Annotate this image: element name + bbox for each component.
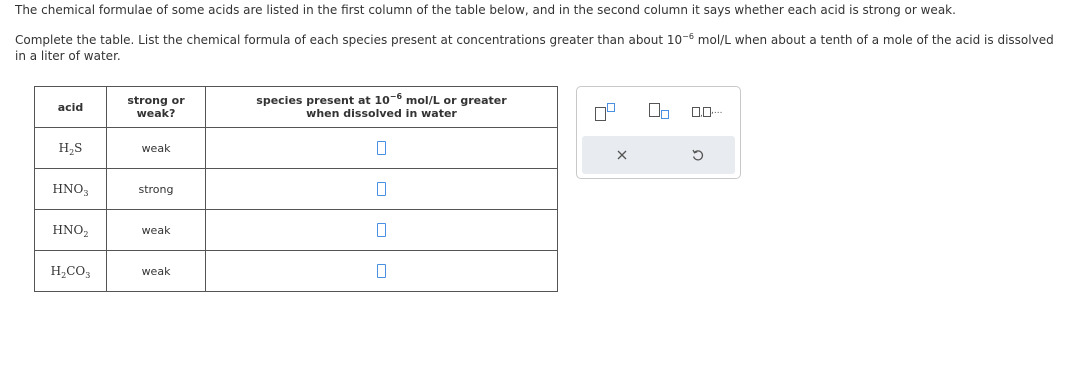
formula-subscript: 2: [69, 148, 75, 157]
strength-cell: weak: [107, 128, 206, 169]
strength-cell: weak: [107, 210, 206, 251]
formula-part: S: [74, 141, 83, 155]
species-answer-cell[interactable]: [206, 128, 558, 169]
subscript-icon[interactable]: [649, 101, 673, 121]
table-header-row: [35, 87, 558, 128]
task-exponent: −6: [682, 32, 694, 41]
list-ellipsis: ,...: [711, 106, 723, 116]
palette-action-bar: [582, 136, 735, 174]
species-answer-input[interactable]: [377, 141, 386, 155]
header-species-post: mol/L or greater: [402, 94, 507, 107]
table-row: [35, 210, 558, 251]
acids-table: [34, 86, 558, 292]
formula-part: H: [58, 141, 70, 155]
header-species: [206, 87, 558, 128]
acid-formula-cell: [35, 210, 107, 251]
acid-formula: [53, 182, 89, 196]
undo-button[interactable]: [690, 147, 706, 163]
formula-part: H: [50, 264, 62, 278]
undo-icon: [690, 147, 706, 163]
acid-formula-cell: [35, 251, 107, 292]
acid-formula: [53, 223, 89, 237]
species-answer-cell[interactable]: [206, 169, 558, 210]
species-answer-input[interactable]: [377, 182, 386, 196]
table-row: [35, 169, 558, 210]
formula-subscript: 2: [83, 230, 89, 239]
acid-formula-cell: [35, 128, 107, 169]
formula-part: HNO: [52, 182, 84, 196]
table-row: [35, 128, 558, 169]
header-acid: acid: [35, 87, 107, 128]
species-answer-cell[interactable]: [206, 251, 558, 292]
formula-subscript: 3: [85, 271, 91, 280]
superscript-base-box: [595, 107, 606, 121]
superscript-icon[interactable]: [595, 101, 619, 121]
header-strength-line1: strong or: [127, 94, 185, 107]
table-row: [35, 251, 558, 292]
acid-formula: [51, 264, 91, 278]
intro-text: The chemical formulae of some acids are listed in the first column of the table below, and in the second column it says whether each acid is strong or weak.: [15, 3, 956, 17]
list-comma: ,: [700, 109, 703, 119]
species-answer-cell[interactable]: [206, 210, 558, 251]
species-answer-input[interactable]: [377, 223, 386, 237]
subscript-base-box: [649, 103, 660, 117]
species-answer-input[interactable]: [377, 264, 386, 278]
task-text-part1: Complete the table. List the chemical formula of each species present at concentrations greater than about 10: [15, 33, 683, 47]
formula-subscript: 3: [83, 189, 89, 198]
acid-formula-cell: [35, 169, 107, 210]
clear-button[interactable]: [614, 147, 630, 163]
acid-formula: [59, 141, 83, 155]
subscript-index-box: [661, 110, 669, 119]
strength-cell: strong: [107, 169, 206, 210]
close-icon: [614, 147, 630, 163]
header-strength: [107, 87, 206, 128]
strength-cell: weak: [107, 251, 206, 292]
formula-part: HNO: [52, 223, 84, 237]
formula-tool-palette: [576, 86, 741, 179]
list-box-2: [703, 107, 711, 117]
list-icon[interactable]: [692, 101, 732, 121]
list-box-1: [692, 107, 700, 117]
header-species-pre: species present at 10: [256, 94, 390, 107]
formula-subscript: 2: [61, 271, 67, 280]
superscript-exponent-box: [607, 103, 615, 112]
header-species-line2: when dissolved in water: [306, 107, 457, 120]
header-species-exponent: −6: [389, 92, 403, 101]
header-strength-line2: weak?: [136, 107, 176, 120]
formula-part: CO: [66, 264, 86, 278]
task-text-part2: mol/L when about a tenth of a mole of the acid is dissolved in a liter of water.: [15, 33, 1054, 63]
task-instructions: [15, 32, 1055, 64]
